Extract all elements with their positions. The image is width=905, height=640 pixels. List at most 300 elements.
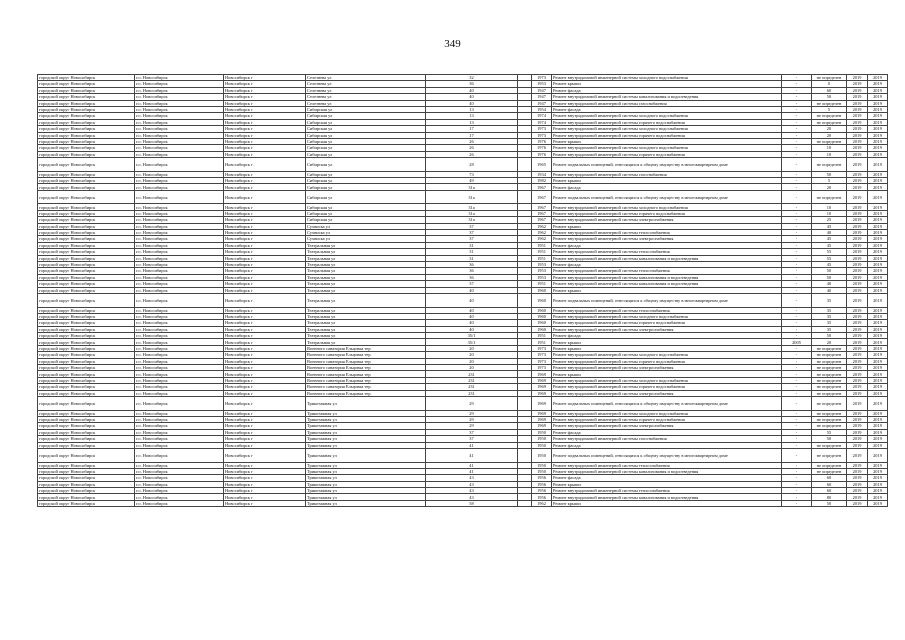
city-cell: Новосибирск г bbox=[224, 462, 306, 468]
street-cell: Сибирская ул bbox=[306, 151, 426, 157]
work-type-cell: Ремонт внутридомовой инженерной системы горячего водоснабжения bbox=[552, 358, 782, 364]
settlement-cell: г.о. Новосибирск bbox=[135, 293, 224, 307]
city-cell: Новосибирск г bbox=[224, 500, 306, 506]
city-cell: Новосибирск г bbox=[224, 313, 306, 319]
city-cell: Новосибирск г bbox=[224, 494, 306, 500]
last-repair-year-cell: - bbox=[782, 261, 812, 267]
year-built-cell: 1969 bbox=[532, 396, 552, 410]
city-cell: Новосибирск г bbox=[224, 236, 306, 242]
city-cell: Новосибирск г bbox=[224, 113, 306, 119]
page-number: 349 bbox=[444, 38, 461, 50]
street-cell: Театральная ул bbox=[306, 255, 426, 261]
street-cell: Театральная ул bbox=[306, 249, 426, 255]
wear-cell: не определен bbox=[812, 190, 847, 204]
plan-end-year-cell: 2019 bbox=[868, 293, 888, 307]
municipality-cell: городской округ Новосибирск bbox=[38, 358, 135, 364]
street-cell: Военного санатория Ельцовка тер bbox=[306, 371, 426, 377]
wear-cell: не определен bbox=[812, 75, 847, 81]
plan-start-year-cell: 2019 bbox=[847, 210, 868, 216]
wear-cell: не определен bbox=[812, 365, 847, 371]
building-cell bbox=[518, 158, 532, 172]
house-number-cell: 17 bbox=[426, 126, 518, 132]
plan-end-year-cell: 2019 bbox=[868, 261, 888, 267]
last-repair-year-cell: - bbox=[782, 462, 812, 468]
year-built-cell: 1969 bbox=[532, 416, 552, 422]
city-cell: Новосибирск г bbox=[224, 81, 306, 87]
plan-start-year-cell: 2019 bbox=[847, 223, 868, 229]
street-cell: Военного санатория Ельцовка тер bbox=[306, 358, 426, 364]
work-type-cell: Ремонт внутридомовой инженерной системы холодного водоснабжения bbox=[552, 410, 782, 416]
house-number-cell: 43 bbox=[426, 494, 518, 500]
wear-cell: не определен bbox=[812, 113, 847, 119]
plan-end-year-cell: 2019 bbox=[868, 119, 888, 125]
last-repair-year-cell: - bbox=[782, 204, 812, 210]
municipality-cell: городской округ Новосибирск bbox=[38, 281, 135, 287]
last-repair-year-cell: - bbox=[782, 126, 812, 132]
city-cell: Новосибирск г bbox=[224, 75, 306, 81]
city-cell: Новосибирск г bbox=[224, 190, 306, 204]
last-repair-year-cell: - bbox=[782, 390, 812, 396]
work-type-cell: Ремонт фасада bbox=[552, 261, 782, 267]
building-cell bbox=[518, 500, 532, 506]
table-body bbox=[38, 75, 888, 507]
plan-end-year-cell: 2019 bbox=[868, 488, 888, 494]
plan-end-year-cell: 2019 bbox=[868, 358, 888, 364]
wear-cell: 50 bbox=[812, 268, 847, 274]
house-number-cell: 41 bbox=[426, 468, 518, 474]
street-cell: Трикотажная ул bbox=[306, 410, 426, 416]
settlement-cell: г.о. Новосибирск bbox=[135, 442, 224, 448]
house-number-cell: 31а bbox=[426, 204, 518, 210]
wear-cell: не определен bbox=[812, 390, 847, 396]
last-repair-year-cell: - bbox=[782, 75, 812, 81]
street-cell: Сибирская ул bbox=[306, 132, 426, 138]
settlement-cell: г.о. Новосибирск bbox=[135, 151, 224, 157]
municipality-cell: городской округ Новосибирск bbox=[38, 481, 135, 487]
city-cell: Новосибирск г bbox=[224, 242, 306, 248]
year-built-cell: 1967 bbox=[532, 190, 552, 204]
year-built-cell: 1960 bbox=[532, 287, 552, 293]
street-cell: Военного санатория Ельцовка тер bbox=[306, 365, 426, 371]
wear-cell: 50 bbox=[812, 274, 847, 280]
last-repair-year-cell: - bbox=[782, 106, 812, 112]
last-repair-year-cell: - bbox=[782, 249, 812, 255]
plan-start-year-cell: 2019 bbox=[847, 416, 868, 422]
plan-start-year-cell: 2019 bbox=[847, 87, 868, 93]
street-cell: Трикотажная ул bbox=[306, 494, 426, 500]
last-repair-year-cell: - bbox=[782, 138, 812, 144]
municipality-cell: городской округ Новосибирск bbox=[38, 307, 135, 313]
wear-cell: 50 bbox=[812, 171, 847, 177]
settlement-cell: г.о. Новосибирск bbox=[135, 307, 224, 313]
repair-schedule-table bbox=[37, 74, 882, 507]
work-type-cell: Ремонт фасада bbox=[552, 475, 782, 481]
last-repair-year-cell: - bbox=[782, 333, 812, 339]
plan-start-year-cell: 2019 bbox=[847, 151, 868, 157]
last-repair-year-cell: - bbox=[782, 365, 812, 371]
wear-cell: 35 bbox=[812, 313, 847, 319]
settlement-cell: г.о. Новосибирск bbox=[135, 462, 224, 468]
city-cell: Новосибирск г bbox=[224, 358, 306, 364]
settlement-cell: г.о. Новосибирск bbox=[135, 230, 224, 236]
year-built-cell: 1962 bbox=[532, 500, 552, 506]
plan-end-year-cell: 2019 bbox=[868, 242, 888, 248]
street-cell: Трикотажная ул bbox=[306, 442, 426, 448]
street-cell: Сибирская ул bbox=[306, 138, 426, 144]
work-type-cell: Ремонт фасада bbox=[552, 429, 782, 435]
house-number-cell: 231 bbox=[426, 377, 518, 383]
last-repair-year-cell: - bbox=[782, 429, 812, 435]
plan-end-year-cell: 2019 bbox=[868, 326, 888, 332]
house-number-cell: 31 bbox=[426, 249, 518, 255]
plan-start-year-cell: 2019 bbox=[847, 106, 868, 112]
plan-start-year-cell: 2019 bbox=[847, 313, 868, 319]
plan-end-year-cell: 2019 bbox=[868, 307, 888, 313]
municipality-cell: городской округ Новосибирск bbox=[38, 494, 135, 500]
street-cell: Театральная ул bbox=[306, 333, 426, 339]
municipality-cell: городской округ Новосибирск bbox=[38, 87, 135, 93]
plan-start-year-cell: 2019 bbox=[847, 287, 868, 293]
wear-cell: 40 bbox=[812, 281, 847, 287]
plan-start-year-cell: 2019 bbox=[847, 358, 868, 364]
settlement-cell: г.о. Новосибирск bbox=[135, 281, 224, 287]
street-cell: Трикотажная ул bbox=[306, 468, 426, 474]
wear-cell: не определен bbox=[812, 100, 847, 106]
year-built-cell: 1951 bbox=[532, 255, 552, 261]
plan-end-year-cell: 2019 bbox=[868, 75, 888, 81]
plan-start-year-cell: 2019 bbox=[847, 75, 868, 81]
street-cell: Селезнева ул bbox=[306, 81, 426, 87]
street-cell: Театральная ул bbox=[306, 339, 426, 345]
house-number-cell: 49 bbox=[426, 178, 518, 184]
year-built-cell: 1973 bbox=[532, 358, 552, 364]
house-number-cell: 40 bbox=[426, 293, 518, 307]
house-number-cell: 40 bbox=[426, 326, 518, 332]
year-built-cell: 1950 bbox=[532, 429, 552, 435]
plan-start-year-cell: 2019 bbox=[847, 377, 868, 383]
plan-end-year-cell: 2019 bbox=[868, 236, 888, 242]
street-cell: Селезнева ул bbox=[306, 100, 426, 106]
plan-end-year-cell: 2019 bbox=[868, 106, 888, 112]
wear-cell: не определен bbox=[812, 442, 847, 448]
street-cell: Сибирская ул bbox=[306, 217, 426, 223]
city-cell: Новосибирск г bbox=[224, 204, 306, 210]
last-repair-year-cell: - bbox=[782, 210, 812, 216]
plan-end-year-cell: 2019 bbox=[868, 145, 888, 151]
last-repair-year-cell: - bbox=[782, 119, 812, 125]
year-built-cell: 1951 bbox=[532, 339, 552, 345]
street-cell: Сибирская ул bbox=[306, 210, 426, 216]
municipality-cell: городской округ Новосибирск bbox=[38, 390, 135, 396]
street-cell: Сибирская ул bbox=[306, 171, 426, 177]
house-number-cell: 29 bbox=[426, 423, 518, 429]
settlement-cell: г.о. Новосибирск bbox=[135, 268, 224, 274]
work-type-cell: Ремонт внутридомовой инженерной системы теплоснабжения bbox=[552, 249, 782, 255]
plan-start-year-cell: 2019 bbox=[847, 217, 868, 223]
house-number-cell: 31а bbox=[426, 184, 518, 190]
table-row bbox=[38, 448, 888, 462]
house-number-cell: 26 bbox=[426, 151, 518, 157]
wear-cell: 40 bbox=[812, 230, 847, 236]
settlement-cell: г.о. Новосибирск bbox=[135, 377, 224, 383]
plan-start-year-cell: 2019 bbox=[847, 94, 868, 100]
plan-start-year-cell: 2019 bbox=[847, 307, 868, 313]
plan-start-year-cell: 2019 bbox=[847, 119, 868, 125]
plan-end-year-cell: 2019 bbox=[868, 365, 888, 371]
work-type-cell: Ремонт крыши bbox=[552, 500, 782, 506]
municipality-cell: городской округ Новосибирск bbox=[38, 410, 135, 416]
plan-end-year-cell: 2019 bbox=[868, 436, 888, 442]
wear-cell: 20 bbox=[812, 126, 847, 132]
work-type-cell: Ремонт внутридомовой инженерной системы газоснабжения bbox=[552, 171, 782, 177]
plan-start-year-cell: 2019 bbox=[847, 81, 868, 87]
wear-cell: 45 bbox=[812, 242, 847, 248]
settlement-cell: г.о. Новосибирск bbox=[135, 475, 224, 481]
settlement-cell: г.о. Новосибирск bbox=[135, 287, 224, 293]
work-type-cell: Ремонт крыши bbox=[552, 223, 782, 229]
plan-end-year-cell: 2019 bbox=[868, 352, 888, 358]
municipality-cell: городской округ Новосибирск bbox=[38, 345, 135, 351]
plan-start-year-cell: 2019 bbox=[847, 442, 868, 448]
house-number-cell: 31а bbox=[426, 190, 518, 204]
settlement-cell: г.о. Новосибирск bbox=[135, 113, 224, 119]
municipality-cell: городской округ Новосибирск bbox=[38, 255, 135, 261]
wear-cell: 45 bbox=[812, 223, 847, 229]
plan-start-year-cell: 2019 bbox=[847, 171, 868, 177]
plan-end-year-cell: 2019 bbox=[868, 126, 888, 132]
wear-cell: не определен bbox=[812, 468, 847, 474]
municipality-cell: городской округ Новосибирск bbox=[38, 132, 135, 138]
work-type-cell: Ремонт внутридомовой инженерной системы горячего водоснабжения bbox=[552, 384, 782, 390]
house-number-cell: 43 bbox=[426, 481, 518, 487]
settlement-cell: г.о. Новосибирск bbox=[135, 242, 224, 248]
wear-cell: 50 bbox=[812, 500, 847, 506]
plan-start-year-cell: 2019 bbox=[847, 481, 868, 487]
municipality-cell: городской округ Новосибирск bbox=[38, 500, 135, 506]
street-cell: Театральная ул bbox=[306, 281, 426, 287]
year-built-cell: 1982 bbox=[532, 178, 552, 184]
last-repair-year-cell: - bbox=[782, 94, 812, 100]
house-number-cell: 40 bbox=[426, 320, 518, 326]
wear-cell: не определен bbox=[812, 416, 847, 422]
wear-cell: 10 bbox=[812, 151, 847, 157]
work-type-cell: Ремонт фасада bbox=[552, 87, 782, 93]
year-built-cell: 1953 bbox=[532, 268, 552, 274]
municipality-cell: городской округ Новосибирск bbox=[38, 320, 135, 326]
settlement-cell: г.о. Новосибирск bbox=[135, 423, 224, 429]
house-number-cell: 32 bbox=[426, 75, 518, 81]
plan-start-year-cell: 2019 bbox=[847, 384, 868, 390]
wear-cell: не определен bbox=[812, 396, 847, 410]
city-cell: Новосибирск г bbox=[224, 223, 306, 229]
house-number-cell: 73 bbox=[426, 171, 518, 177]
street-cell: Театральная ул bbox=[306, 261, 426, 267]
work-type-cell: Ремонт подвальных помещений, относящихся к общему имуществу в многоквартирном доме bbox=[552, 158, 782, 172]
municipality-cell: городской округ Новосибирск bbox=[38, 81, 135, 87]
house-number-cell: 58 bbox=[426, 500, 518, 506]
street-cell: Сибирская ул bbox=[306, 184, 426, 190]
city-cell: Новосибирск г bbox=[224, 416, 306, 422]
city-cell: Новосибирск г bbox=[224, 274, 306, 280]
plan-end-year-cell: 2019 bbox=[868, 339, 888, 345]
municipality-cell: городской округ Новосибирск bbox=[38, 313, 135, 319]
settlement-cell: г.о. Новосибирск bbox=[135, 255, 224, 261]
last-repair-year-cell: - bbox=[782, 178, 812, 184]
plan-start-year-cell: 2019 bbox=[847, 448, 868, 462]
work-type-cell: Ремонт внутридомовой инженерной системы холодного водоснабжения bbox=[552, 145, 782, 151]
settlement-cell: г.о. Новосибирск bbox=[135, 448, 224, 462]
house-number-cell: 40 bbox=[426, 87, 518, 93]
plan-start-year-cell: 2019 bbox=[847, 268, 868, 274]
work-type-cell: Ремонт крыши bbox=[552, 481, 782, 487]
municipality-cell: городской округ Новосибирск bbox=[38, 339, 135, 345]
city-cell: Новосибирск г bbox=[224, 468, 306, 474]
municipality-cell: городской округ Новосибирск bbox=[38, 184, 135, 190]
building-cell bbox=[518, 396, 532, 410]
last-repair-year-cell: - bbox=[782, 287, 812, 293]
plan-end-year-cell: 2019 bbox=[868, 481, 888, 487]
settlement-cell: г.о. Новосибирск bbox=[135, 416, 224, 422]
settlement-cell: г.о. Новосибирск bbox=[135, 390, 224, 396]
street-cell: Трикотажная ул bbox=[306, 416, 426, 422]
year-built-cell: 1967 bbox=[532, 217, 552, 223]
last-repair-year-cell: - bbox=[782, 320, 812, 326]
last-repair-year-cell: - bbox=[782, 481, 812, 487]
municipality-cell: городской округ Новосибирск bbox=[38, 488, 135, 494]
house-number-cell: 37 bbox=[426, 281, 518, 287]
year-built-cell: 1969 bbox=[532, 390, 552, 396]
wear-cell: 45 bbox=[812, 236, 847, 242]
last-repair-year-cell: - bbox=[782, 475, 812, 481]
city-cell: Новосибирск г bbox=[224, 132, 306, 138]
settlement-cell: г.о. Новосибирск bbox=[135, 171, 224, 177]
building-cell bbox=[518, 448, 532, 462]
work-type-cell: Ремонт внутридомовой инженерной системы электроснабжения bbox=[552, 423, 782, 429]
last-repair-year-cell: - bbox=[782, 468, 812, 474]
settlement-cell: г.о. Новосибирск bbox=[135, 217, 224, 223]
city-cell: Новосибирск г bbox=[224, 345, 306, 351]
plan-end-year-cell: 2019 bbox=[868, 390, 888, 396]
plan-end-year-cell: 2019 bbox=[868, 384, 888, 390]
plan-start-year-cell: 2019 bbox=[847, 100, 868, 106]
plan-end-year-cell: 2019 bbox=[868, 462, 888, 468]
street-cell: Военного санатория Ельцовка тер bbox=[306, 384, 426, 390]
last-repair-year-cell: - bbox=[782, 423, 812, 429]
table-row bbox=[38, 158, 888, 172]
plan-start-year-cell: 2019 bbox=[847, 190, 868, 204]
year-built-cell: 1967 bbox=[532, 184, 552, 190]
street-cell: Трикотажная ул bbox=[306, 448, 426, 462]
plan-end-year-cell: 2019 bbox=[868, 158, 888, 172]
plan-start-year-cell: 2019 bbox=[847, 423, 868, 429]
wear-cell: 55 bbox=[812, 255, 847, 261]
last-repair-year-cell: - bbox=[782, 100, 812, 106]
year-built-cell: 1962 bbox=[532, 230, 552, 236]
wear-cell: 5 bbox=[812, 106, 847, 112]
house-number-cell: 40 bbox=[426, 287, 518, 293]
last-repair-year-cell: - bbox=[782, 313, 812, 319]
plan-end-year-cell: 2019 bbox=[868, 442, 888, 448]
last-repair-year-cell: 2005 bbox=[782, 339, 812, 345]
wear-cell: 5 bbox=[812, 178, 847, 184]
work-type-cell: Ремонт внутридомовой инженерной системы электроснабжения bbox=[552, 365, 782, 371]
last-repair-year-cell: - bbox=[782, 377, 812, 383]
city-cell: Новосибирск г bbox=[224, 171, 306, 177]
city-cell: Новосибирск г bbox=[224, 210, 306, 216]
house-number-cell: 43 bbox=[426, 488, 518, 494]
plan-start-year-cell: 2019 bbox=[847, 410, 868, 416]
last-repair-year-cell: - bbox=[782, 345, 812, 351]
city-cell: Новосибирск г bbox=[224, 475, 306, 481]
house-number-cell: 29 bbox=[426, 396, 518, 410]
municipality-cell: городской округ Новосибирск bbox=[38, 210, 135, 216]
city-cell: Новосибирск г bbox=[224, 488, 306, 494]
last-repair-year-cell: - bbox=[782, 410, 812, 416]
street-cell: Трикотажная ул bbox=[306, 500, 426, 506]
plan-start-year-cell: 2019 bbox=[847, 345, 868, 351]
city-cell: Новосибирск г bbox=[224, 326, 306, 332]
year-built-cell: 1969 bbox=[532, 371, 552, 377]
city-cell: Новосибирск г bbox=[224, 436, 306, 442]
house-number-cell: 31а bbox=[426, 217, 518, 223]
year-built-cell: 1956 bbox=[532, 488, 552, 494]
wear-cell: 60 bbox=[812, 87, 847, 93]
city-cell: Новосибирск г bbox=[224, 287, 306, 293]
work-type-cell: Ремонт внутридомовой инженерной системы теплоснабжения bbox=[552, 462, 782, 468]
work-type-cell: Ремонт внутридомовой инженерной системы горячего водоснабжения bbox=[552, 151, 782, 157]
city-cell: Новосибирск г bbox=[224, 307, 306, 313]
last-repair-year-cell: - bbox=[782, 236, 812, 242]
city-cell: Новосибирск г bbox=[224, 158, 306, 172]
house-number-cell: 43 bbox=[426, 475, 518, 481]
plan-end-year-cell: 2019 bbox=[868, 178, 888, 184]
house-number-cell: 37 bbox=[426, 236, 518, 242]
plan-start-year-cell: 2019 bbox=[847, 468, 868, 474]
plan-end-year-cell: 2019 bbox=[868, 204, 888, 210]
city-cell: Новосибирск г bbox=[224, 184, 306, 190]
street-cell: Трикотажная ул bbox=[306, 429, 426, 435]
wear-cell: 50 bbox=[812, 436, 847, 442]
year-built-cell: 1973 bbox=[532, 75, 552, 81]
plan-start-year-cell: 2019 bbox=[847, 320, 868, 326]
settlement-cell: г.о. Новосибирск bbox=[135, 274, 224, 280]
municipality-cell: городской округ Новосибирск bbox=[38, 442, 135, 448]
municipality-cell: городской округ Новосибирск bbox=[38, 287, 135, 293]
city-cell: Новосибирск г bbox=[224, 145, 306, 151]
plan-start-year-cell: 2019 bbox=[847, 261, 868, 267]
work-type-cell: Ремонт фасада bbox=[552, 333, 782, 339]
house-number-cell: 36 bbox=[426, 268, 518, 274]
street-cell: Трикотажная ул bbox=[306, 423, 426, 429]
plan-end-year-cell: 2019 bbox=[868, 416, 888, 422]
table-row bbox=[38, 190, 888, 204]
year-built-cell: 1950 bbox=[532, 468, 552, 474]
settlement-cell: г.о. Новосибирск bbox=[135, 384, 224, 390]
settlement-cell: г.о. Новосибирск bbox=[135, 138, 224, 144]
settlement-cell: г.о. Новосибирск bbox=[135, 81, 224, 87]
settlement-cell: г.о. Новосибирск bbox=[135, 358, 224, 364]
street-cell: Военного санатория Ельцовка тер bbox=[306, 390, 426, 396]
work-type-cell: Ремонт внутридомовой инженерной системы холодного водоснабжения bbox=[552, 75, 782, 81]
settlement-cell: г.о. Новосибирск bbox=[135, 184, 224, 190]
year-built-cell: 1956 bbox=[532, 494, 552, 500]
wear-cell: не определен bbox=[812, 358, 847, 364]
plan-start-year-cell: 2019 bbox=[847, 352, 868, 358]
year-built-cell: 1973 bbox=[532, 365, 552, 371]
municipality-cell: городской округ Новосибирск bbox=[38, 190, 135, 204]
last-repair-year-cell: - bbox=[782, 158, 812, 172]
year-built-cell: 1953 bbox=[532, 274, 552, 280]
